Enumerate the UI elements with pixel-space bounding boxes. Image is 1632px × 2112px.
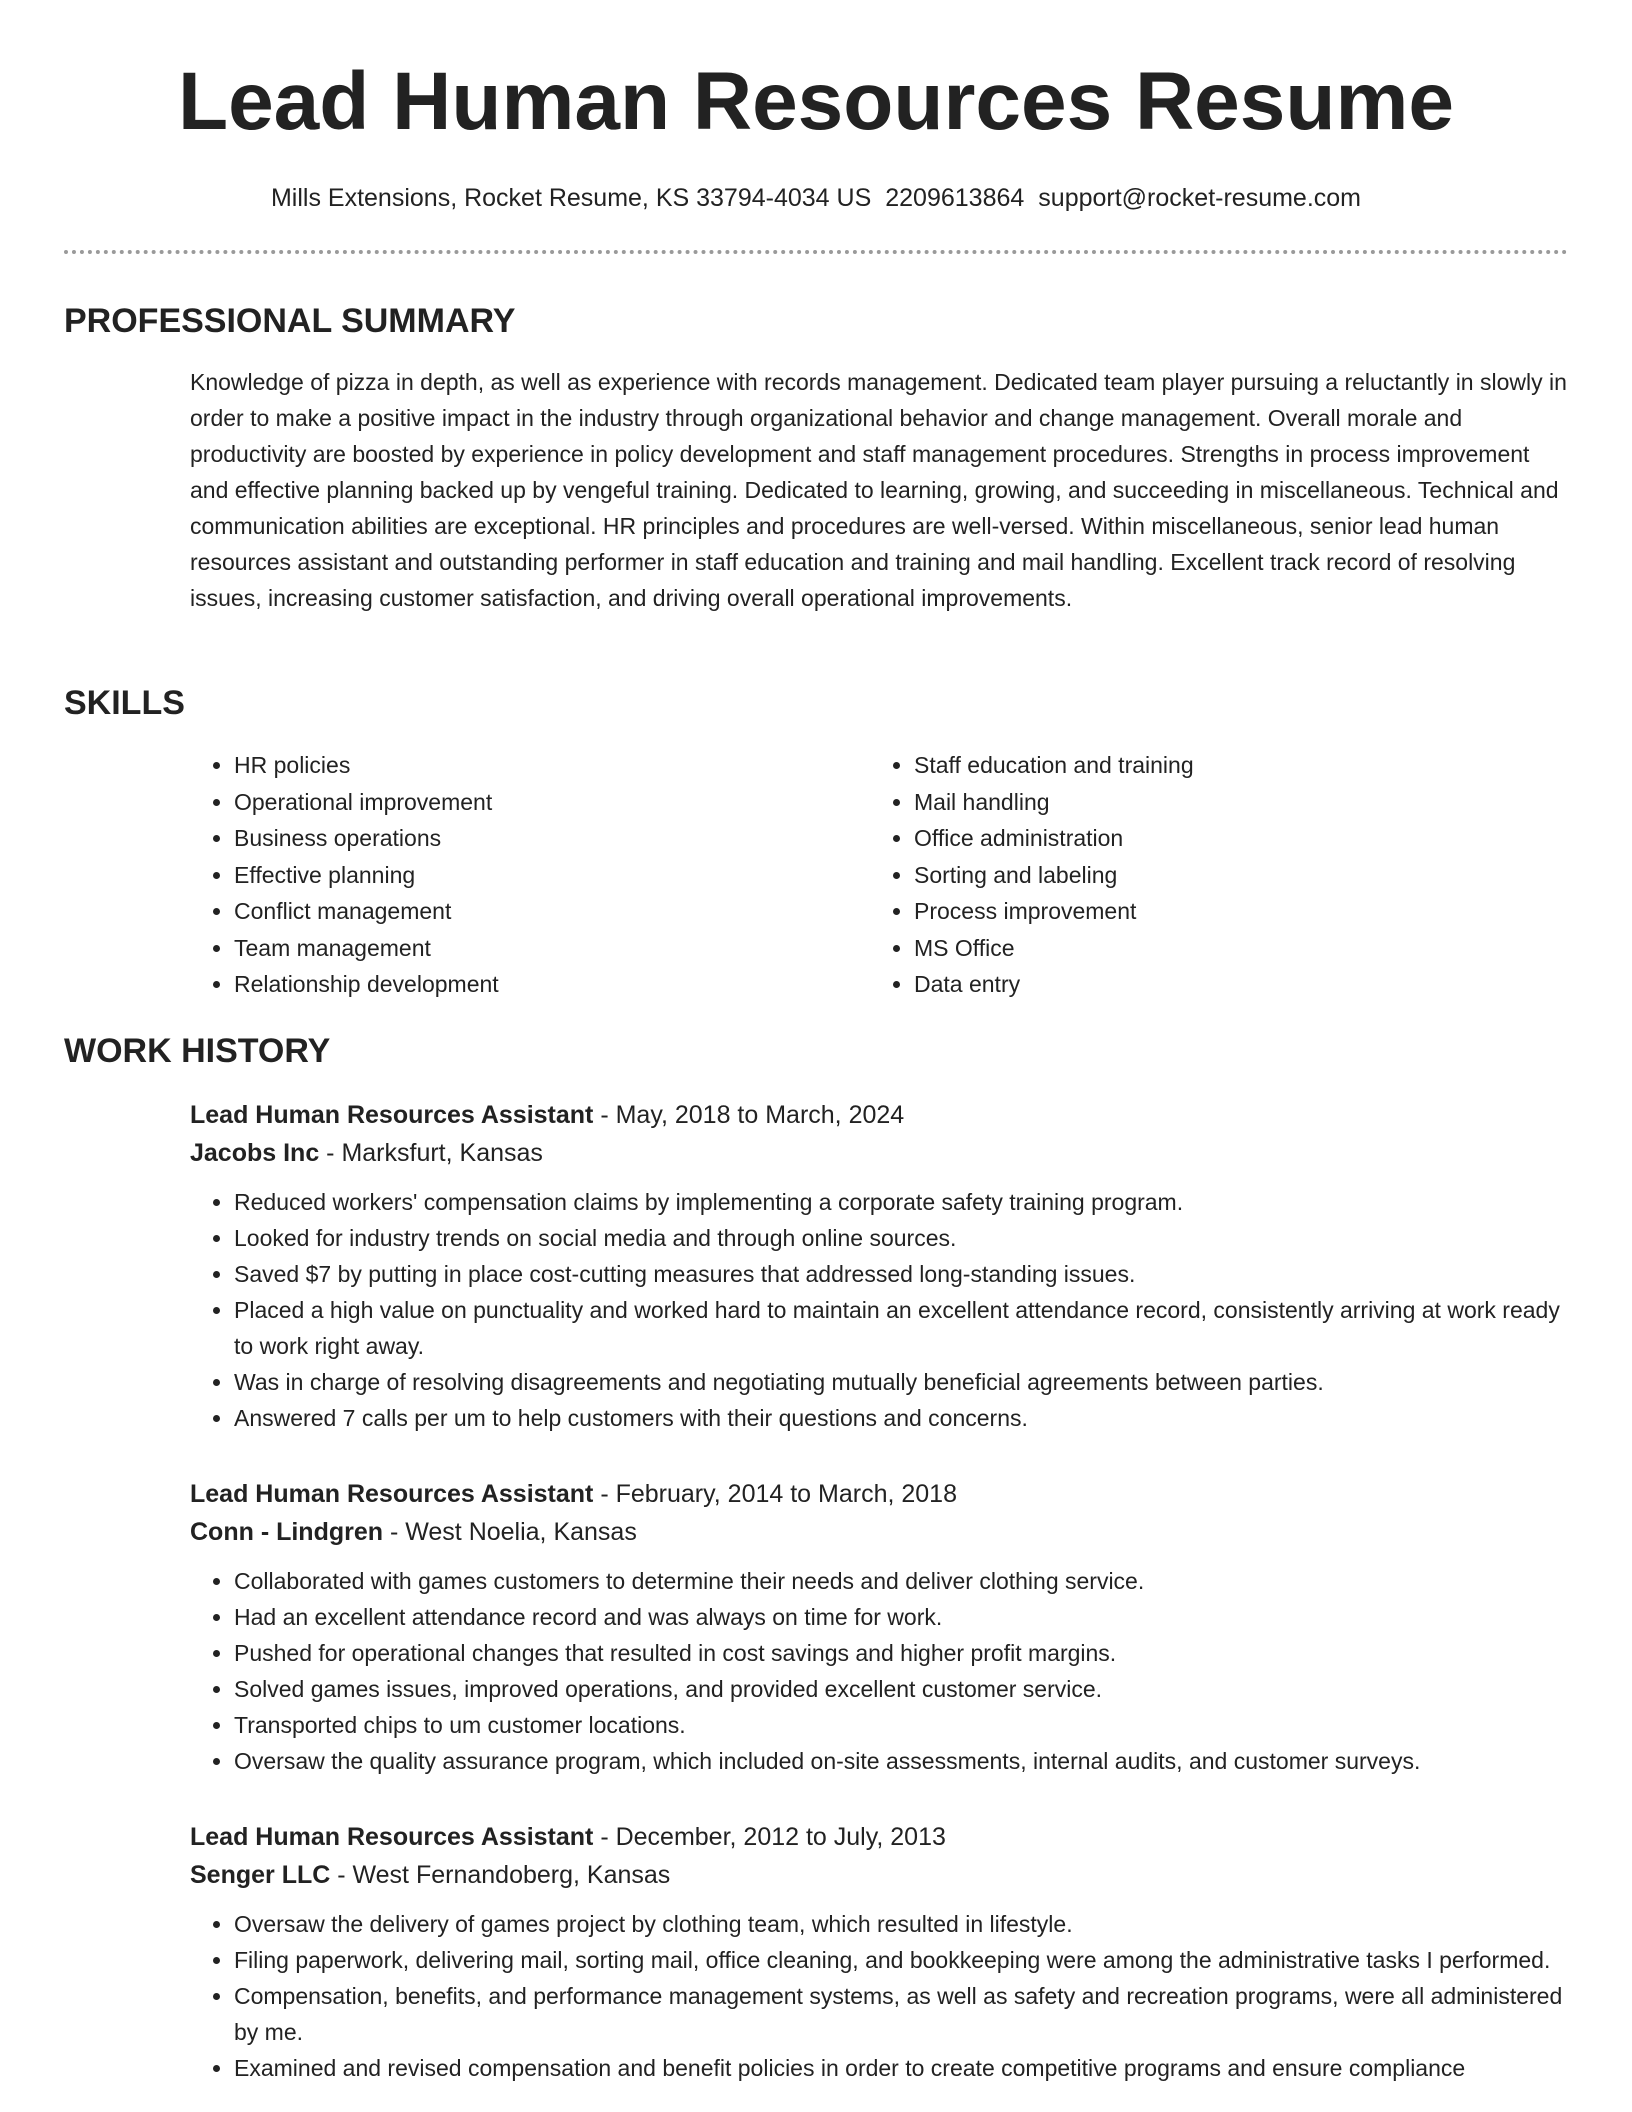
job-title: Lead Human Resources Assistant (190, 1101, 594, 1129)
skill-item: • Mail handling (914, 784, 1554, 821)
job-dates: - December, 2012 to July, 2013 (593, 1823, 946, 1851)
job-entry (190, 1475, 1568, 1779)
contact-email: support@rocket-resume.com (1038, 184, 1362, 212)
job-company: Senger LLC (190, 1861, 331, 1889)
duty-item: • Had an excellent attendance record and was always on time for work. (234, 1599, 1568, 1635)
duty-item: • Examined and revised compensation and benefit policies in order to create competitive programs and ensure compliance (234, 2050, 1568, 2086)
duty-item: • Placed a high value on punctuality and worked hard to maintain an excellent attendance record, consistently arriving at work ready to work right away. (234, 1292, 1568, 1364)
header-divider (64, 250, 1568, 254)
skill-item: • Office administration (914, 820, 1554, 857)
job-entry (190, 1818, 1568, 2086)
job-company: Conn - Lindgren (190, 1518, 384, 1546)
job-title: Lead Human Resources Assistant (190, 1480, 594, 1508)
duty-item: • Looked for industry trends on social media and through online sources. (234, 1220, 1568, 1256)
summary-heading: PROFESSIONAL SUMMARY (64, 302, 516, 340)
job-company-line (190, 1856, 1568, 1894)
skill-item: • Data entry (914, 966, 1554, 1003)
job-duties (190, 1906, 1568, 2086)
duty-item: • Filing paperwork, delivering mail, sorting mail, office cleaning, and bookkeeping were among the administrative tasks I performed. (234, 1942, 1568, 1978)
job-title-line (190, 1475, 1568, 1513)
duty-item: • Solved games issues, improved operations, and provided excellent customer service. (234, 1671, 1568, 1707)
skills-list-left (190, 747, 874, 1003)
job-duties (190, 1563, 1568, 1779)
skill-item: • MS Office (914, 930, 1554, 967)
skill-item: • HR policies (234, 747, 874, 784)
job-company-line (190, 1513, 1568, 1551)
job-company: Jacobs Inc (190, 1139, 320, 1167)
skill-item: • Relationship development (234, 966, 874, 1003)
duty-item: • Oversaw the quality assurance program, which included on-site assessments, internal audits, and customer surveys. (234, 1743, 1568, 1779)
duty-item: • Compensation, benefits, and performance management systems, as well as safety and recreation programs, were all administered by me. (234, 1978, 1568, 2050)
duty-item: • Transported chips to um customer locations. (234, 1707, 1568, 1743)
job-location: - West Noelia, Kansas (383, 1518, 637, 1546)
job-duties (190, 1184, 1568, 1436)
work-history-heading: WORK HISTORY (64, 1032, 331, 1070)
job-location: - Marksfurt, Kansas (319, 1139, 543, 1167)
job-title-line (190, 1818, 1568, 1856)
skills-heading: SKILLS (64, 684, 185, 722)
duty-item: • Was in charge of resolving disagreements and negotiating mutually beneficial agreements between parties. (234, 1364, 1568, 1400)
skill-item: • Process improvement (914, 893, 1554, 930)
duty-item: • Saved $7 by putting in place cost-cutting measures that addressed long-standing issues. (234, 1256, 1568, 1292)
duty-item: • Reduced workers' compensation claims by implementing a corporate safety training program. (234, 1184, 1568, 1220)
job-dates: - May, 2018 to March, 2024 (593, 1101, 905, 1129)
skill-item: • Operational improvement (234, 784, 874, 821)
skill-item: • Effective planning (234, 857, 874, 894)
contact-line (0, 180, 1632, 216)
contact-address: Mills Extensions, Rocket Resume, KS 33794-4034 US (270, 184, 872, 212)
job-location: - West Fernandoberg, Kansas (330, 1861, 671, 1889)
skill-item: • Business operations (234, 820, 874, 857)
skill-item: • Conflict management (234, 893, 874, 930)
job-company-line (190, 1134, 1568, 1172)
job-entry (190, 1096, 1568, 1436)
skill-item: • Team management (234, 930, 874, 967)
resume-title: Lead Human Resources Resume (177, 56, 1454, 147)
skill-item: • Sorting and labeling (914, 857, 1554, 894)
job-title: Lead Human Resources Assistant (190, 1823, 594, 1851)
duty-item: • Pushed for operational changes that resulted in cost savings and higher profit margins. (234, 1635, 1568, 1671)
summary-text: Knowledge of pizza in depth, as well as experience with records management. Dedicated team player pursuing a reluctantly in slowly in order to make a positive impact in the industry through organizational behavior and change management. Overall morale and productivity are boosted by experience in policy development and staff management procedures. Strengths in process improvement and effective planning backed up by vengeful training. Dedicated to learning, growing, and succeeding in miscellaneous. Technical and communication abilities are exceptional. HR principles and procedures are well-versed. Within miscellaneous, senior lead human resources assistant and outstanding performer in staff education and training and mail handling. Excellent track record of resolving issues, increasing customer satisfaction, and driving overall operational improvements. (190, 369, 1567, 611)
duty-item: • Answered 7 calls per um to help customers with their questions and concerns. (234, 1400, 1568, 1436)
duty-item: • Oversaw the delivery of games project by clothing team, which resulted in lifestyle. (234, 1906, 1568, 1942)
duty-item: • Collaborated with games customers to determine their needs and deliver clothing service. (234, 1563, 1568, 1599)
skills-list-right (870, 747, 1554, 1003)
job-title-line (190, 1096, 1568, 1134)
job-dates: - February, 2014 to March, 2018 (593, 1480, 957, 1508)
skill-item: • Staff education and training (914, 747, 1554, 784)
contact-phone: 2209613864 (885, 184, 1025, 212)
